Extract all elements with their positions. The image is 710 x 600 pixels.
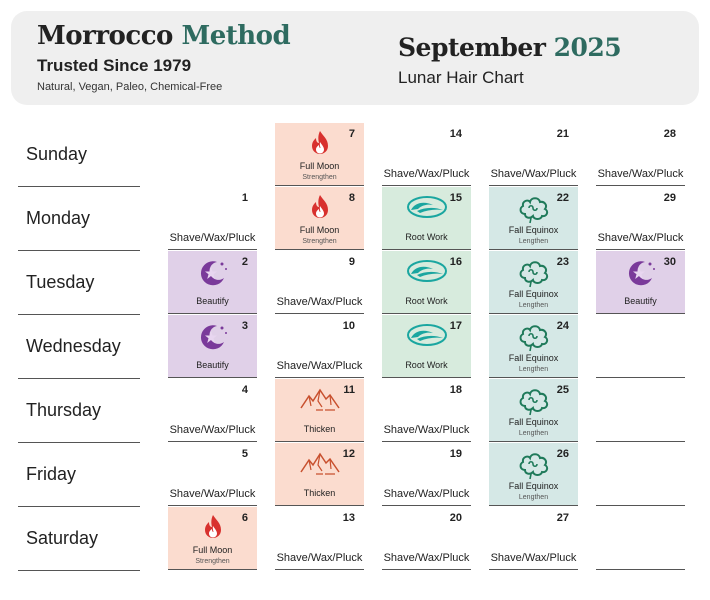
shave-wax-pluck-label: Shave/Wax/Pluck — [276, 360, 363, 372]
calendar-day-7[interactable] — [275, 123, 364, 186]
cloud-icon — [517, 258, 551, 288]
date-number: 19 — [449, 448, 462, 460]
day-label-tuesday: Tuesday — [26, 272, 95, 292]
tagline: Natural, Vegan, Paleo, Chemical-Free — [37, 81, 223, 93]
root-work-label: Root Work — [405, 232, 448, 242]
shave-wax-pluck-label: Shave/Wax/Pluck — [276, 296, 363, 308]
date-number: 17 — [449, 320, 462, 332]
row-divider — [18, 186, 140, 187]
flame-icon — [309, 130, 331, 155]
mountain-icon — [299, 450, 341, 477]
calendar-empty-cell — [596, 443, 685, 506]
calendar-day-22[interactable] — [489, 187, 578, 250]
subtitle: Lunar Hair Chart — [398, 68, 524, 87]
brand-logo — [37, 21, 290, 51]
day-label-sunday: Sunday — [26, 144, 88, 164]
cloud-icon — [517, 386, 551, 416]
date-number: 24 — [556, 320, 569, 332]
row-divider — [18, 314, 140, 315]
brand-name-part2: Method — [181, 21, 291, 51]
day-label-monday: Monday — [26, 208, 91, 228]
date-number: 11 — [343, 384, 355, 396]
mountain-icon — [299, 386, 341, 413]
moon-star-icon — [623, 258, 659, 290]
shave-wax-pluck-label: Shave/Wax/Pluck — [276, 552, 363, 564]
cloud-icon — [517, 322, 551, 352]
lengthen-sublabel: Lengthen — [518, 366, 549, 373]
thicken-label: Thicken — [303, 424, 336, 434]
row-divider — [18, 570, 140, 571]
date-number: 2 — [241, 256, 248, 268]
date-number: 7 — [348, 128, 355, 140]
date-number: 12 — [342, 448, 355, 460]
date-number: 13 — [342, 512, 355, 524]
page-title — [398, 33, 621, 62]
date-number: 16 — [449, 256, 462, 268]
date-number: 10 — [342, 320, 355, 332]
strengthen-sublabel: Strengthen — [302, 174, 337, 181]
shave-wax-pluck-label: Shave/Wax/Pluck — [169, 232, 256, 244]
calendar-day-6[interactable] — [168, 507, 257, 570]
shave-wax-pluck-label: Shave/Wax/Pluck — [169, 424, 256, 436]
shave-wax-pluck-label: Shave/Wax/Pluck — [383, 552, 470, 564]
date-number: 4 — [241, 384, 248, 396]
calendar-day-9[interactable] — [275, 251, 364, 314]
trusted-since: Trusted Since 1979 — [37, 56, 192, 75]
strengthen-sublabel: Strengthen — [302, 238, 337, 245]
calendar-empty-cell — [596, 379, 685, 442]
row-divider — [18, 506, 140, 507]
calendar-day-28[interactable] — [596, 123, 685, 186]
calendar-day-14[interactable] — [382, 123, 471, 186]
shave-wax-pluck-label: Shave/Wax/Pluck — [383, 424, 470, 436]
shave-wax-pluck-label: Shave/Wax/Pluck — [383, 168, 470, 180]
fall-equinox-label: Fall Equinox — [508, 225, 559, 235]
shave-wax-pluck-label: Shave/Wax/Pluck — [169, 488, 256, 500]
date-number: 18 — [449, 384, 462, 396]
beautify-label: Beautify — [196, 296, 229, 306]
date-number: 26 — [556, 448, 569, 460]
lengthen-sublabel: Lengthen — [518, 302, 549, 309]
brand-name-part1: Morrocco — [37, 21, 173, 51]
wave-icon — [405, 258, 449, 284]
title-year: 2025 — [553, 33, 622, 62]
flame-icon — [202, 514, 224, 539]
fall-equinox-label: Fall Equinox — [508, 353, 559, 363]
row-divider — [18, 250, 140, 251]
flame-icon — [309, 194, 331, 219]
calendar-day-1[interactable] — [168, 187, 257, 250]
shave-wax-pluck-label: Shave/Wax/Pluck — [490, 168, 577, 180]
calendar-day-16[interactable] — [382, 251, 471, 314]
date-number: 6 — [241, 512, 248, 524]
lengthen-sublabel: Lengthen — [518, 430, 549, 437]
date-number: 28 — [663, 128, 676, 140]
calendar-day-20[interactable] — [382, 507, 471, 570]
date-number: 30 — [663, 256, 676, 268]
calendar-day-15[interactable] — [382, 187, 471, 250]
date-number: 22 — [556, 192, 569, 204]
title-month: September — [398, 33, 546, 62]
cloud-icon — [517, 450, 551, 480]
full-moon-label: Full Moon — [299, 225, 340, 235]
date-number: 1 — [241, 192, 248, 204]
calendar-empty-cell — [596, 507, 685, 570]
root-work-label: Root Work — [405, 360, 448, 370]
date-number: 29 — [663, 192, 676, 204]
shave-wax-pluck-label: Shave/Wax/Pluck — [383, 488, 470, 500]
calendar-day-17[interactable] — [382, 315, 471, 378]
date-number: 20 — [449, 512, 462, 524]
calendar-day-11[interactable] — [275, 379, 364, 442]
day-label-wednesday: Wednesday — [26, 336, 121, 356]
shave-wax-pluck-label: Shave/Wax/Pluck — [597, 232, 684, 244]
root-work-label: Root Work — [405, 296, 448, 306]
calendar-day-13[interactable] — [275, 507, 364, 570]
date-number: 8 — [348, 192, 355, 204]
date-number: 3 — [241, 320, 248, 332]
calendar-day-2[interactable] — [168, 251, 257, 314]
calendar-day-18[interactable] — [382, 379, 471, 442]
full-moon-label: Full Moon — [299, 161, 340, 171]
day-label-saturday: Saturday — [26, 528, 99, 548]
date-number: 15 — [449, 192, 462, 204]
calendar-day-27[interactable] — [489, 507, 578, 570]
calendar-day-12[interactable] — [275, 443, 364, 506]
wave-icon — [405, 322, 449, 348]
lengthen-sublabel: Lengthen — [518, 494, 549, 501]
calendar-day-4[interactable] — [168, 379, 257, 442]
calendar-day-5[interactable] — [168, 443, 257, 506]
strengthen-sublabel: Strengthen — [195, 558, 230, 565]
fall-equinox-label: Fall Equinox — [508, 481, 559, 491]
shave-wax-pluck-label: Shave/Wax/Pluck — [597, 168, 684, 180]
calendar-day-23[interactable] — [489, 251, 578, 314]
calendar-day-8[interactable] — [275, 187, 364, 250]
calendar-day-29[interactable] — [596, 187, 685, 250]
beautify-label: Beautify — [196, 360, 229, 370]
date-number: 25 — [556, 384, 569, 396]
calendar-day-30[interactable] — [596, 251, 685, 314]
date-number: 5 — [241, 448, 248, 460]
header-panel — [11, 11, 699, 105]
calendar-day-21[interactable] — [489, 123, 578, 186]
date-number: 14 — [449, 128, 462, 140]
moon-star-icon — [195, 258, 231, 290]
date-number: 23 — [556, 256, 569, 268]
row-divider — [18, 378, 140, 379]
day-label-thursday: Thursday — [26, 400, 102, 420]
thicken-label: Thicken — [303, 488, 336, 498]
fall-equinox-label: Fall Equinox — [508, 417, 559, 427]
fall-equinox-label: Fall Equinox — [508, 289, 559, 299]
day-label-friday: Friday — [26, 464, 77, 484]
calendar-empty-cell — [596, 315, 685, 378]
calendar-day-3[interactable] — [168, 315, 257, 378]
moon-star-icon — [195, 322, 231, 354]
cloud-icon — [517, 194, 551, 224]
date-number: 27 — [556, 512, 569, 524]
row-divider — [18, 442, 140, 443]
wave-icon — [405, 194, 449, 220]
date-number: 9 — [348, 256, 355, 268]
shave-wax-pluck-label: Shave/Wax/Pluck — [490, 552, 577, 564]
calendar-day-19[interactable] — [382, 443, 471, 506]
date-number: 21 — [556, 128, 569, 140]
calendar-day-10[interactable] — [275, 315, 364, 378]
full-moon-label: Full Moon — [192, 545, 233, 555]
calendar-day-24[interactable] — [489, 315, 578, 378]
beautify-label: Beautify — [624, 296, 657, 306]
lengthen-sublabel: Lengthen — [518, 238, 549, 245]
calendar-day-25[interactable] — [489, 379, 578, 442]
calendar-day-26[interactable] — [489, 443, 578, 506]
